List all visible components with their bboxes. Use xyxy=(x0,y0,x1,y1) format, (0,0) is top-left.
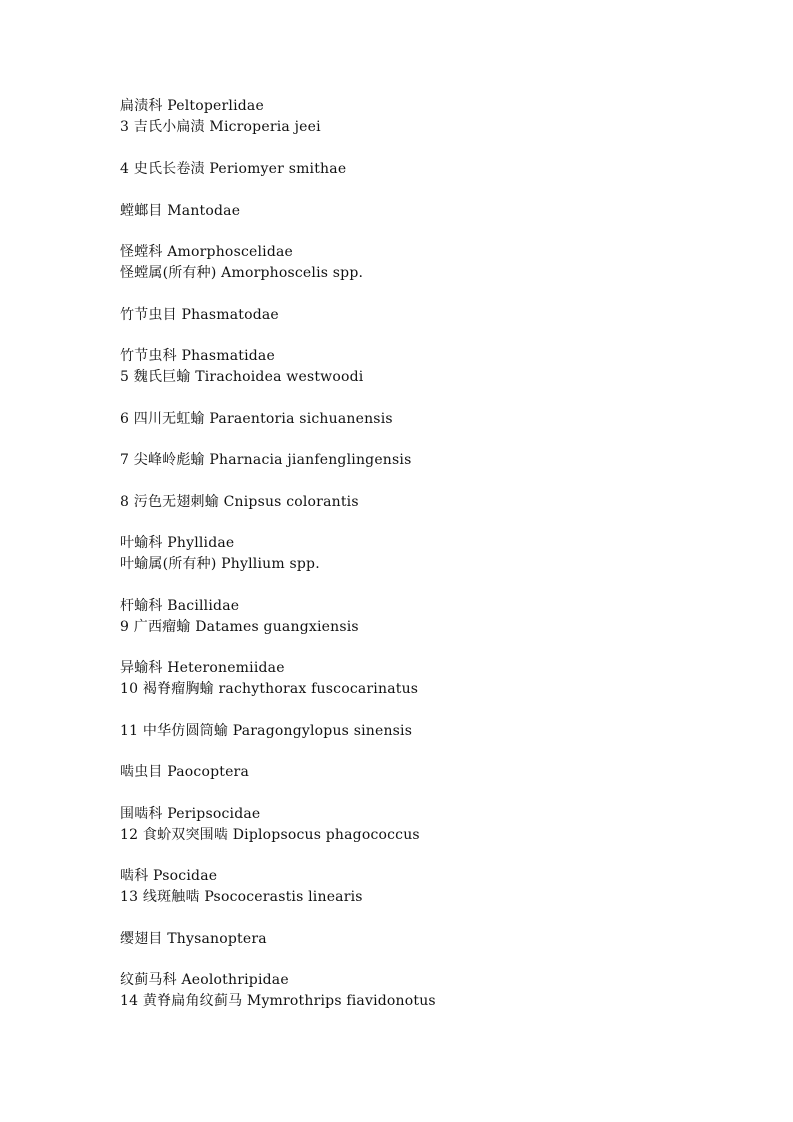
species-entry-6: 6 四川无虹蝓 Paraentoria sichuanensis xyxy=(120,411,393,427)
family-heading-phyllidae: 叶蝓科 Phyllidae xyxy=(120,535,235,551)
family-heading-peripsocidae: 围啮科 Peripsocidae xyxy=(120,806,261,822)
family-heading-phasmatidae: 竹节虫科 Phasmatidae xyxy=(120,348,275,364)
species-entry-3: 3 吉氏小扁渍 Microperia jeei xyxy=(120,119,321,135)
genus-entry-amorphoscelis: 怪螳属(所有种) Amorphoscelis spp. xyxy=(120,265,364,281)
family-heading-peltoperlidae: 扁渍科 Peltoperlidae xyxy=(120,98,264,114)
family-heading-amorphoscelidae: 怪螳科 Amorphoscelidae xyxy=(120,244,294,260)
genus-entry-phyllium: 叶蝓属(所有种) Phyllium spp. xyxy=(120,556,320,572)
species-entry-5: 5 魏氏巨蝓 Tirachoidea westwoodi xyxy=(120,369,364,385)
species-entry-10: 10 褐脊瘤胸蝓 rachythorax fuscocarinatus xyxy=(120,681,419,697)
order-heading-mantodae: 螳螂目 Mantodae xyxy=(120,203,241,219)
family-heading-bacillidae: 杆蝓科 Bacillidae xyxy=(120,598,240,614)
species-entry-4: 4 史氏长卷渍 Periomyer smithae xyxy=(120,161,347,177)
order-heading-phasmatodae: 竹节虫目 Phasmatodae xyxy=(120,307,279,323)
species-entry-9: 9 广西瘤蝓 Datames guangxiensis xyxy=(120,619,359,635)
species-entry-13: 13 线斑触啮 Psococerastis linearis xyxy=(120,889,363,905)
family-heading-heteronemiidae: 异蝓科 Heteronemiidae xyxy=(120,660,285,676)
order-heading-thysanoptera: 缨翅目 Thysanoptera xyxy=(120,931,267,947)
family-heading-psocidae: 啮科 Psocidae xyxy=(120,868,218,884)
species-entry-14: 14 黄脊扁角纹蓟马 Mymrothrips fiavidonotus xyxy=(120,993,436,1009)
species-entry-7: 7 尖峰岭彪蝓 Pharnacia jianfenglingensis xyxy=(120,452,412,468)
order-heading-paocoptera: 啮虫目 Paocoptera xyxy=(120,764,249,780)
species-entry-8: 8 污色无翅刺蝓 Cnipsus colorantis xyxy=(120,494,359,510)
species-entry-11: 11 中华仿圆筒蝓 Paragongylopus sinensis xyxy=(120,723,413,739)
species-entry-12: 12 食蚧双突围啮 Diplopsocus phagococcus xyxy=(120,827,420,843)
family-heading-aeolothripidae: 纹蓟马科 Aeolothripidae xyxy=(120,972,289,988)
